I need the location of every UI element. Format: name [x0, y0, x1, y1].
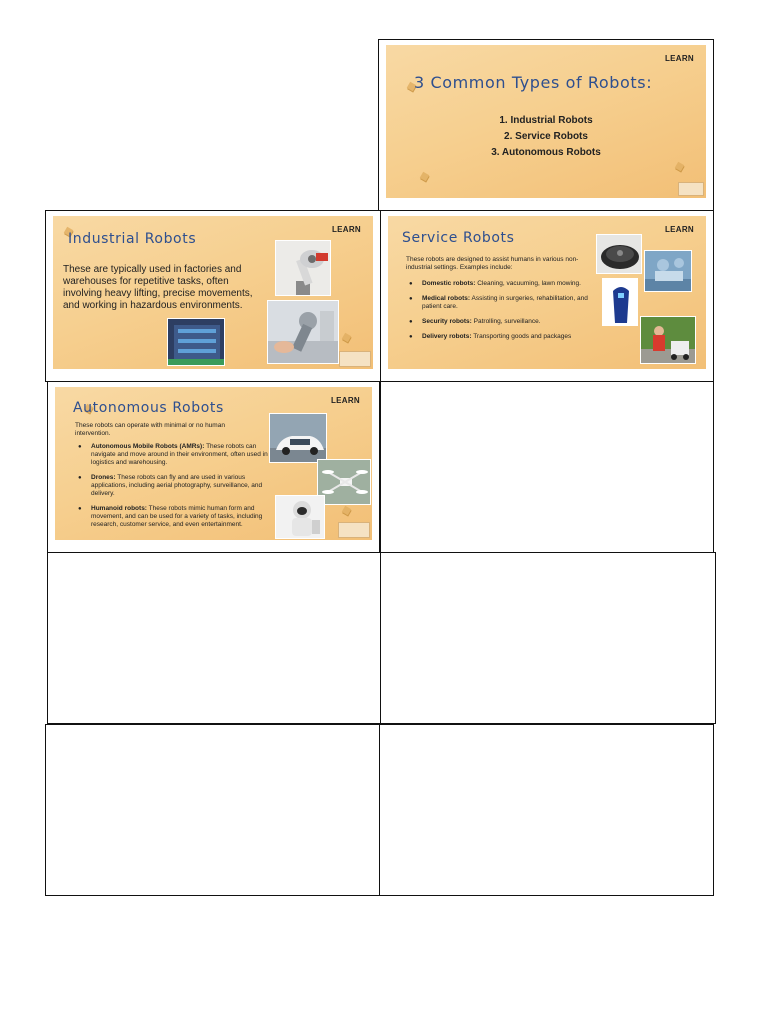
- slide-autonomous-robots: [55, 387, 372, 540]
- empty-cell: [379, 724, 714, 896]
- slide-thumbnail-footer: [678, 182, 704, 196]
- learn-label: LEARN: [330, 396, 360, 405]
- slide-service-robots: [388, 216, 706, 369]
- service-robot-list: [406, 280, 606, 348]
- slide-intro-text: These robots are designed to assist humans in various non-industrial settings. Examples include:: [406, 256, 579, 271]
- slide-body-text: These are typically used in factories and warehouses for repetitive tasks, often involving heavy lifting, precise movements, and working in hazardous environments.: [63, 264, 253, 311]
- list-item: ● Delivery robots: Transporting goods and packages: [406, 333, 606, 341]
- lab-robot-arm-photo: [267, 300, 339, 364]
- autonomous-robot-list: [75, 443, 273, 536]
- slide-types-of-robots: [386, 45, 706, 198]
- list-item: ● Humanoid robots: These robots mimic human form and movement, and can be used for a variety of tasks, including research, customer service, and even entertainment.: [75, 505, 273, 529]
- learn-label: LEARN: [331, 225, 361, 234]
- empty-cell: [45, 724, 380, 896]
- slide-thumbnail-footer: [339, 351, 371, 367]
- slide-title: 3 Common Types of Robots:: [414, 73, 653, 92]
- surgical-robot-photo: [644, 250, 692, 292]
- slide-industrial-robots: [53, 216, 373, 369]
- warehouse-robot-photo: [167, 318, 225, 366]
- slide-cell-4: [47, 381, 380, 553]
- slide-cell-3: [380, 210, 714, 382]
- learn-label: LEARN: [664, 54, 694, 63]
- robot-types-list: [386, 113, 706, 161]
- delivery-robot-photo: [640, 316, 696, 364]
- security-robot-photo: [602, 278, 638, 326]
- list-item: 1. Industrial Robots: [499, 115, 593, 126]
- list-item: ● Domestic robots: Cleaning, vacuuming, lawn mowing.: [406, 280, 606, 288]
- slide-intro-text: These robots can operate with minimal or no human intervention.: [75, 422, 225, 437]
- empty-cell: [47, 552, 381, 724]
- learn-label: LEARN: [664, 225, 694, 234]
- slide-title: Service Robots: [402, 230, 515, 246]
- list-item: 2. Service Robots: [504, 131, 588, 142]
- cube-decoration: [675, 162, 685, 172]
- slide-cell-2: [45, 210, 381, 382]
- industrial-robot-arm-photo: [275, 240, 331, 296]
- slide-thumbnail-footer: [338, 522, 370, 538]
- empty-cell: [380, 552, 716, 724]
- list-item: 3. Autonomous Robots: [491, 147, 601, 158]
- drone-photo: [317, 459, 371, 505]
- list-item: ● Autonomous Mobile Robots (AMRs): These robots can navigate and move around in their environment, often used in logistics and warehousing.: [75, 443, 273, 467]
- cube-decoration: [342, 506, 352, 516]
- list-item: ● Medical robots: Assisting in surgeries, rehabilitation, and patient care.: [406, 295, 606, 311]
- cube-decoration: [420, 172, 430, 182]
- slide-title: Industrial Robots: [68, 231, 197, 247]
- slide-cell-1: [378, 39, 714, 211]
- self-driving-car-photo: [269, 413, 327, 463]
- cube-decoration: [342, 333, 352, 343]
- slide-title: Autonomous Robots: [73, 400, 224, 416]
- humanoid-robot-photo: [275, 495, 325, 539]
- robot-vacuum-photo: [596, 234, 642, 274]
- list-item: ● Security robots: Patrolling, surveillance.: [406, 318, 606, 326]
- empty-cell: [380, 381, 714, 553]
- list-item: ● Drones: These robots can fly and are used in various applications, including aerial photography, surveillance, and delivery.: [75, 474, 273, 498]
